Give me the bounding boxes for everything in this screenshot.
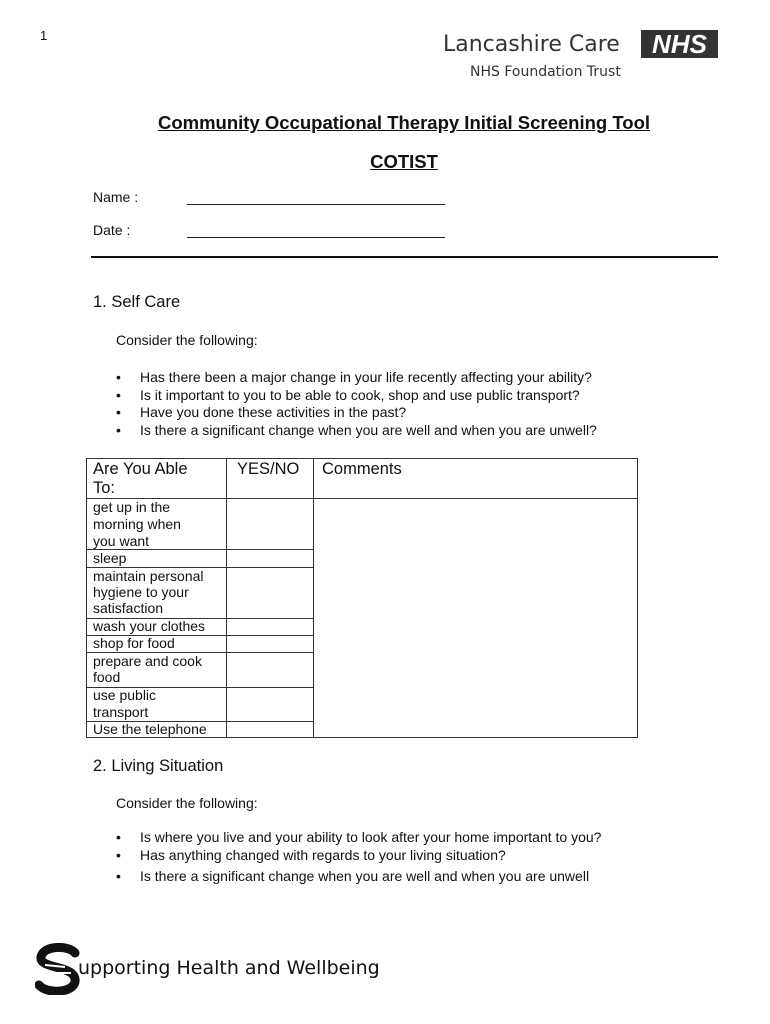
header-able-to-line2: To: [93, 479, 116, 497]
table-row-label: food [93, 669, 121, 685]
org-subtitle: NHS Foundation Trust [470, 64, 621, 80]
table-border [86, 458, 87, 738]
table-row-label: you want [93, 533, 150, 549]
table-row-label: hygiene to your [93, 584, 189, 600]
yes-no-cell[interactable] [227, 688, 313, 721]
table-row-label: Use the telephone [93, 721, 207, 737]
table-row-label: maintain personal [93, 568, 204, 584]
table-row-label: satisfaction [93, 600, 164, 616]
table-row-label: prepare and cook [93, 653, 202, 669]
name-label: Name : [93, 189, 139, 205]
section1-bullet-list [116, 369, 597, 439]
nhs-logo: NHS [641, 30, 718, 58]
table-row-label: wash your clothes [93, 618, 206, 634]
table-row-label: get up in the [93, 499, 171, 515]
document-title: Community Occupational Therapy Initial Screening Tool [157, 112, 651, 133]
list-item: • Is there a significant change when you are well and when you are unwell? [116, 422, 597, 440]
table-row-label: shop for food [93, 635, 175, 651]
list-item: • Is there a significant change when you are well and when you are unwell [116, 868, 601, 886]
yes-no-cell[interactable] [227, 499, 313, 549]
table-row-label: morning when [93, 516, 181, 532]
list-item: • Is it important to you to be able to cook, shop and use public transport? [116, 387, 597, 405]
section1-consider: Consider the following: [116, 332, 258, 348]
date-field[interactable] [187, 237, 445, 238]
header-yes-no: YES/NO [237, 460, 300, 478]
table-row-label: use public [93, 687, 157, 703]
supporting-s-logo-icon [35, 943, 81, 995]
yes-no-cell[interactable] [227, 722, 313, 737]
page-number: 1 [40, 28, 48, 43]
yes-no-cell[interactable] [227, 636, 313, 652]
divider [91, 256, 718, 258]
org-name: Lancashire Care [443, 32, 620, 57]
yes-no-cell[interactable] [227, 619, 313, 635]
section2-heading: 2. Living Situation [93, 757, 224, 775]
footer-tagline: upporting Health and Wellbeing [78, 957, 380, 979]
section2-bullet-list [116, 829, 601, 886]
list-item: • Has anything changed with regards to your living situation? [116, 847, 601, 865]
yes-no-cell[interactable] [227, 568, 313, 618]
header-able-to-line1: Are You Able [93, 460, 188, 478]
list-item: • Is where you live and your ability to look after your home important to you? [116, 829, 601, 847]
section1-heading: 1. Self Care [93, 293, 181, 311]
table-row-label: transport [93, 704, 149, 720]
header-comments: Comments [322, 460, 402, 478]
list-item: • Has there been a major change in your life recently affecting your ability? [116, 369, 597, 387]
date-label: Date : [93, 222, 131, 238]
table-border [86, 458, 638, 459]
table-row-label: sleep [93, 550, 127, 566]
yes-no-cell[interactable] [227, 653, 313, 687]
section2-consider: Consider the following: [116, 795, 258, 811]
document-subtitle: COTIST [370, 151, 438, 172]
ability-table [86, 458, 638, 738]
list-item: • Have you done these activities in the past? [116, 404, 597, 422]
yes-no-cell[interactable] [227, 550, 313, 567]
name-field[interactable] [187, 204, 445, 205]
table-border [637, 458, 638, 738]
comments-cell[interactable] [314, 499, 637, 737]
